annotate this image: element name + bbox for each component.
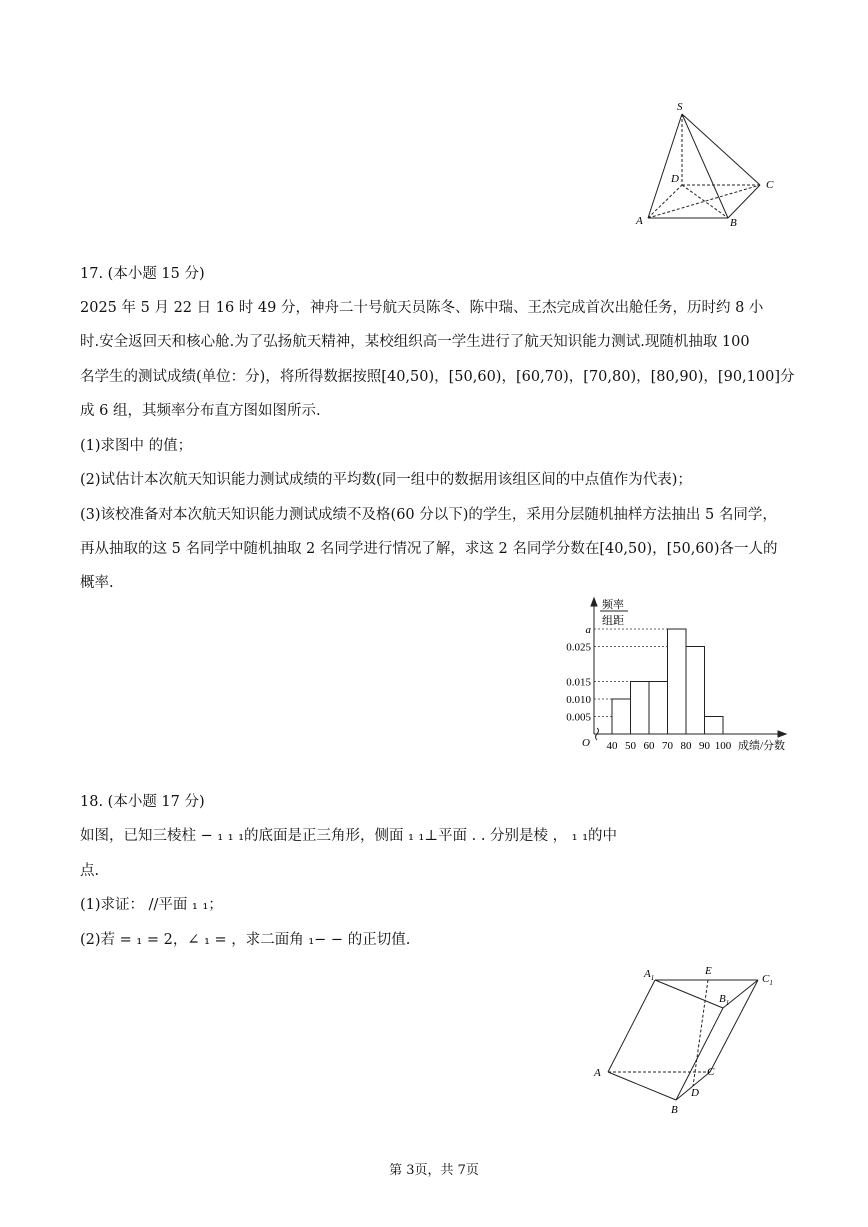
vertex-b: B [671,1104,678,1116]
vertex-a: A [636,215,643,227]
vertex-d: D [691,1087,699,1099]
histogram-bar [668,629,687,734]
vertex-a: A [594,1067,601,1079]
vertex-e: E [705,965,712,977]
ylabel-denominator: 组距 [602,615,624,627]
x-tick-label: 90 [699,740,710,752]
vertex-c: C [707,1066,715,1078]
q17-line-5: (1)求图中 的值； [80,438,193,454]
y-tick-label: 0.015 [566,676,591,689]
x-tick-label: 60 [643,740,655,752]
q17-line-1: 2025 年 5 月 22 日 16 时 49 分，神舟二十号航天员陈冬、陈中瑞、王杰完成首次出舱任务，历时约 8 小 [80,300,764,316]
prism-figure [588,960,788,1120]
pyramid-figure [620,96,790,236]
q18-line-3: (1)求证： //平面 ₁ ₁； [80,897,223,913]
vertex-s: S [677,101,683,113]
histogram-bar [649,682,668,735]
q17-line-6: (2)试估计本次航天知识能力测试成绩的平均数(同一组中的数据用该组区间的中点值作为代表)； [80,472,692,488]
histogram-bar [705,717,724,735]
q18-line-4: (2)若 = ₁ = 2，∠ ₁ = ，求二面角 ₁− − 的正切值. [80,932,411,948]
histogram-bar [631,682,650,735]
x-tick-label: 40 [606,740,618,752]
x-tick-label: 80 [680,740,692,752]
x-tick-label: 50 [625,740,636,752]
histogram-bar [612,699,631,734]
q17-line-9: 概率. [80,575,114,591]
q17-line-8: 再从抽取的这 5 名同学中随机抽取 2 名同学进行情况了解，求这 2 名同学分数在[40,50)，[50,60)各一人的 [80,541,778,557]
q17-line-3: 名学生的测试成绩(单位：分)，将所得数据按照[40,50)，[50,60)，[60,70)，[70,80)，[80,90)，[90,100]分 [80,369,795,385]
histogram-bar [686,647,705,735]
xlabel: 成绩/分数 [738,740,786,752]
x-tick-label: 70 [662,740,673,752]
vertex-d: D [671,173,679,185]
y-tick-label: 0.025 [566,641,591,654]
origin-label: O [582,737,590,749]
q18-line-2: 点. [80,863,100,879]
y-tick-label: 0.010 [566,694,591,706]
vertex-a1: $A_1$ [644,968,655,982]
ylabel-numerator: 频率 [602,599,624,611]
q18-header: 18. (本小题 17 分) [80,794,205,810]
q17-line-7: (3)该校准备对本次航天知识能力测试成绩不及格(60 分以下)的学生，采用分层随机抽样方法抽出 5 名同学， [80,507,777,523]
x-tick-label: 100 [714,740,732,752]
q17-header: 17. (本小题 15 分) [80,266,205,282]
q17-line-4: 成 6 组，其频率分布直方图如图所示. [80,403,321,419]
vertex-c: C [766,179,774,191]
vertex-b1: $B_1$ [719,993,730,1007]
vertex-b: B [730,217,737,229]
page-footer: 第 3页，共 7页 [389,1163,479,1178]
y-tick-label: 0.005 [566,711,591,724]
q17-line-2: 时.安全返回天和核心舱.为了弘扬航天精神，某校组织高一学生进行了航天知识能力测试.现随机抽取 100 [80,334,750,350]
q18-line-1: 如图，已知三棱柱 − ₁ ₁ ₁的底面是正三角形，侧面 ₁ ₁⊥平面 . . 分别是棱 ， ₁ ₁的中 [80,828,618,844]
frequency-histogram [560,592,810,760]
y-tick-label: a [585,624,591,636]
vertex-c1: $C_1$ [762,973,773,987]
